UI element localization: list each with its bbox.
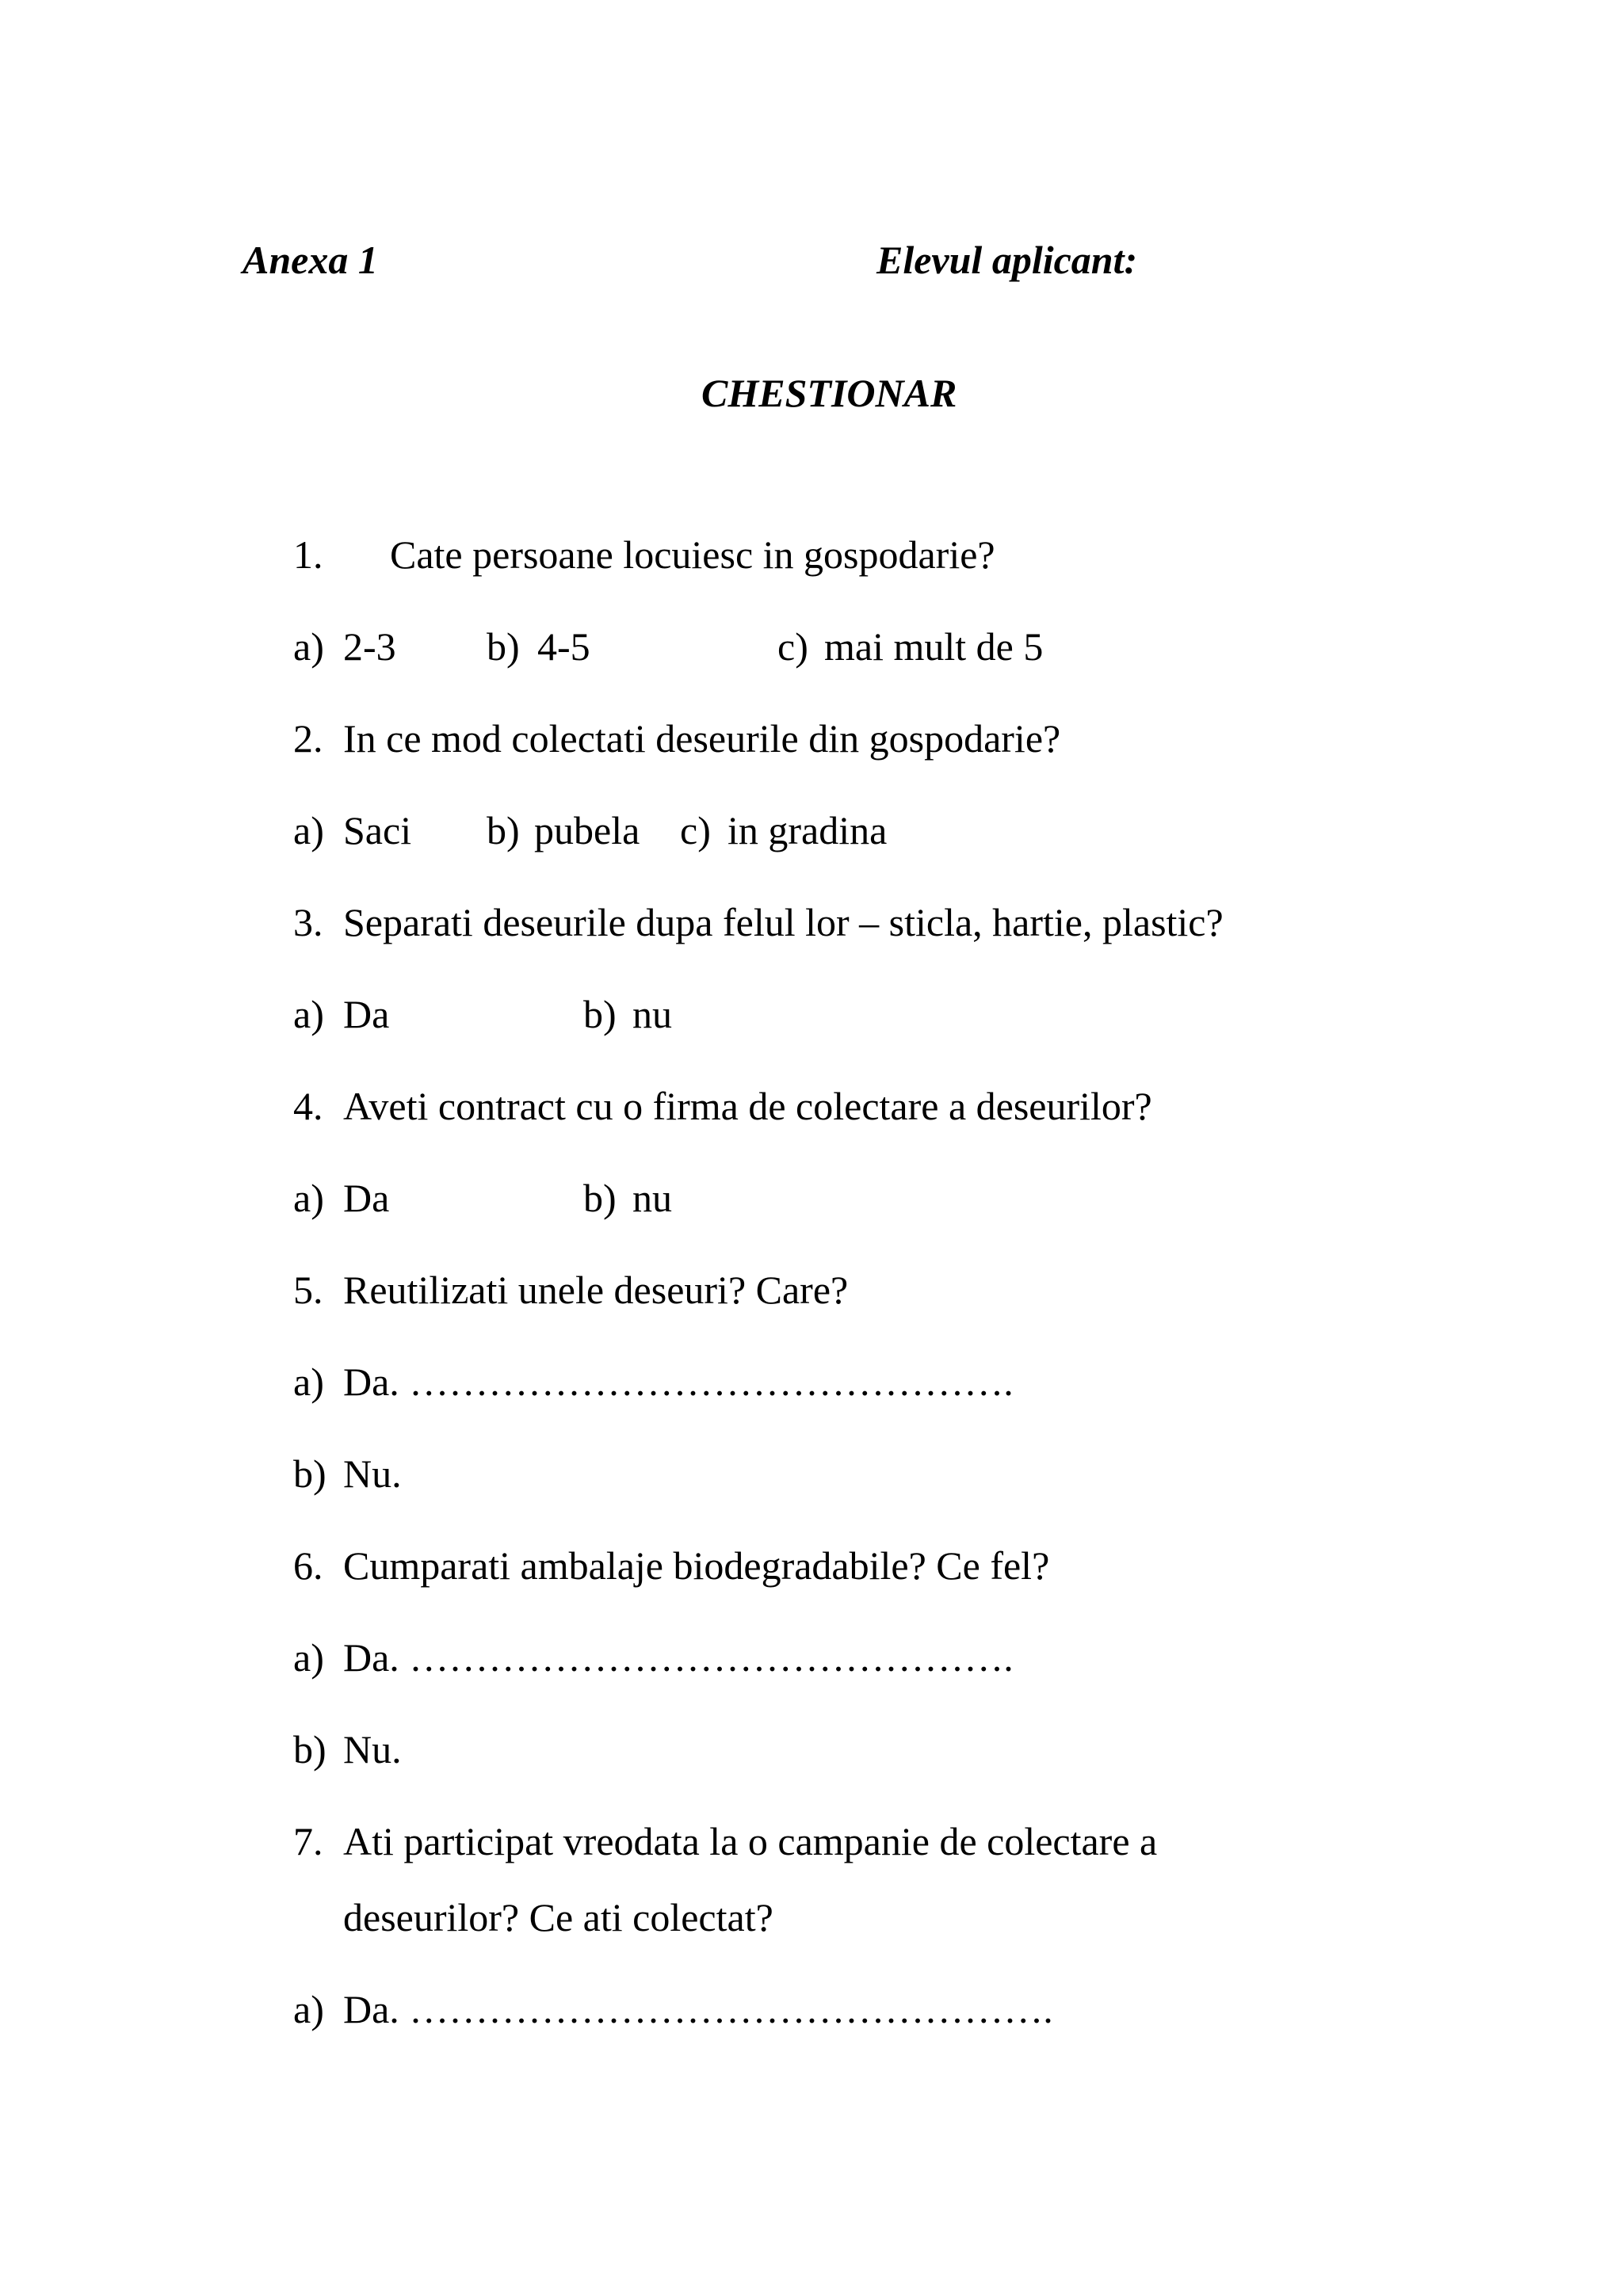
q3-option-b-letter: b) xyxy=(583,992,617,1036)
q2-option-b-text: pubela xyxy=(534,808,640,852)
question-2-text: In ce mod colectati deseurile din gospodarie? xyxy=(343,716,1061,761)
question-4-number: 4. xyxy=(293,1084,323,1128)
q3-option-a-text: Da xyxy=(343,992,390,1036)
q1-option-a-letter: a) xyxy=(293,624,324,669)
q4-option-a-letter: a) xyxy=(293,1176,324,1220)
q6-option-b-letter: b) xyxy=(293,1727,327,1772)
question-1-text: Cate persoane locuiesc in gospodarie? xyxy=(390,532,995,577)
q2-option-c-text: in gradina xyxy=(727,808,888,852)
q2-option-a-letter: a) xyxy=(293,808,324,852)
question-7-text-line2: deseurilor? Ce ati colectat? xyxy=(343,1895,773,1939)
question-6-number: 6. xyxy=(293,1543,323,1588)
question-4-text: Aveti contract cu o firma de colectare a deseurilor? xyxy=(343,1084,1152,1128)
question-2-number: 2. xyxy=(293,716,323,761)
q2-option-b-letter: b) xyxy=(487,808,520,852)
question-3-number: 3. xyxy=(293,900,323,944)
q4-option-b-text: nu xyxy=(632,1176,672,1220)
q1-option-c-letter: c) xyxy=(777,624,808,669)
q3-option-b-text: nu xyxy=(632,992,672,1036)
q6-option-a-letter: a) xyxy=(293,1635,324,1680)
q1-option-c-text: mai mult de 5 xyxy=(824,624,1044,669)
q5-option-b-text: Nu. xyxy=(343,1451,402,1496)
page-title: CHESTIONAR xyxy=(701,371,957,415)
q6-option-b-text: Nu. xyxy=(343,1727,402,1772)
q3-option-a-letter: a) xyxy=(293,992,324,1036)
q7-option-a-text: Da. …………………………………………. xyxy=(343,1987,1053,2031)
question-7-text-line1: Ati participat vreodata la o campanie de colectare a xyxy=(343,1819,1158,1863)
q7-option-a-letter: a) xyxy=(293,1987,324,2031)
question-1-number: 1. xyxy=(293,532,323,577)
q1-option-b-text: 4-5 xyxy=(537,624,590,669)
q5-option-a-letter: a) xyxy=(293,1360,324,1404)
q4-option-a-text: Da xyxy=(343,1176,390,1220)
question-5-number: 5. xyxy=(293,1268,323,1312)
question-7-number: 7. xyxy=(293,1819,323,1863)
student-label: Elevul aplicant: xyxy=(876,238,1138,282)
annex-label: Anexa 1 xyxy=(242,238,378,282)
q5-option-b-letter: b) xyxy=(293,1451,327,1496)
q5-option-a-text: Da. ………………………………………. xyxy=(343,1360,1014,1404)
q1-option-b-letter: b) xyxy=(487,624,520,669)
q1-option-a-text: 2-3 xyxy=(343,624,396,669)
question-5-text: Reutilizati unele deseuri? Care? xyxy=(343,1268,849,1312)
question-6-text: Cumparati ambalaje biodegradabile? Ce fel? xyxy=(343,1543,1050,1588)
q4-option-b-letter: b) xyxy=(583,1176,617,1220)
q2-option-c-letter: c) xyxy=(680,808,711,852)
question-3-text: Separati deseurile dupa felul lor – sticla, hartie, plastic? xyxy=(343,900,1224,944)
q6-option-a-text: Da. ………………………………………. xyxy=(343,1635,1014,1680)
q2-option-a-text: Saci xyxy=(343,808,412,852)
